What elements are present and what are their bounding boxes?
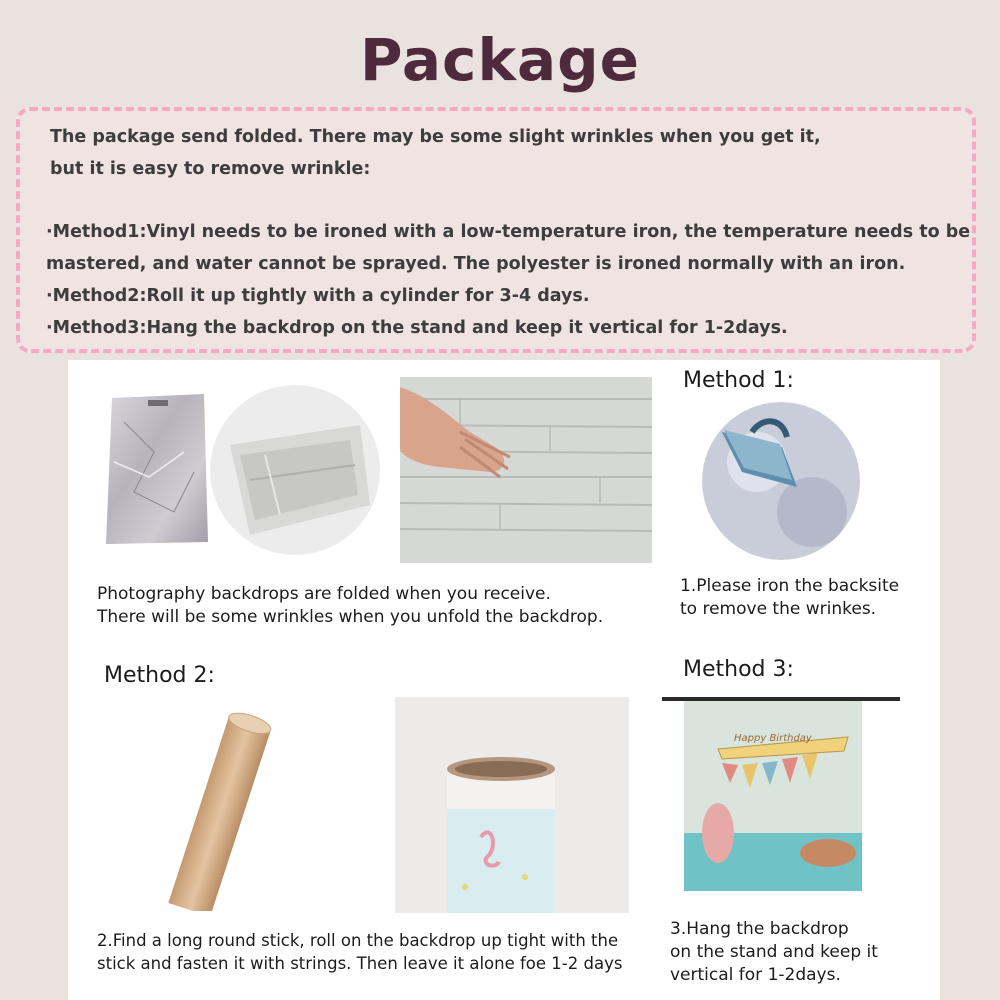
top-caption-line1: Photography backdrops are folded when you receive.: [97, 584, 551, 604]
notice-intro-line2: but it is easy to remove wrinkle:: [50, 159, 371, 179]
wooden-stick-image: [120, 707, 324, 911]
folded-backdrop-image: [210, 385, 380, 555]
method3-caption-line3: vertical for 1-2days.: [670, 965, 841, 985]
method3-caption-line2: on the stand and keep it: [670, 942, 878, 962]
method1-caption-line1: 1.Please iron the backsite: [680, 576, 900, 596]
foil-package-image: [104, 392, 210, 546]
method2-caption-line2: stick and fasten it with strings. Then leave it alone foe 1-2 days: [97, 954, 623, 973]
unfolded-backdrop-image: [400, 377, 652, 563]
banner-text: Happy Birthday: [734, 733, 812, 744]
notice-intro-line1: The package send folded. There may be some slight wrinkles when you get it,: [50, 127, 821, 147]
notice-box: [16, 107, 976, 353]
method3-heading: Method 3:: [683, 657, 794, 682]
hanging-backdrop-image: [658, 693, 900, 899]
notice-method1-line2: mastered, and water cannot be sprayed. The polyester is ironed normally with an iron.: [46, 254, 906, 274]
method1-caption-line2: to remove the wrinkes.: [680, 599, 877, 619]
iron-image: [702, 402, 860, 560]
method3-caption-line1: 3.Hang the backdrop: [670, 919, 849, 939]
notice-method3: ·Method3:Hang the backdrop on the stand and keep it vertical for 1-2days.: [46, 318, 788, 338]
method1-heading: Method 1:: [683, 368, 794, 393]
page-title: Package: [359, 26, 641, 94]
top-caption-line2: There will be some wrinkles when you unfold the backdrop.: [97, 607, 604, 627]
method2-caption-line1: 2.Find a long round stick, roll on the backdrop up tight with the: [97, 931, 619, 950]
rolled-backdrop-image: [395, 697, 629, 913]
notice-method1-line1: ·Method1:Vinyl needs to be ironed with a low-temperature iron, the temperature needs to be: [46, 222, 971, 242]
method2-heading: Method 2:: [104, 663, 215, 688]
notice-method2: ·Method2:Roll it up tightly with a cylinder for 3-4 days.: [46, 286, 590, 306]
